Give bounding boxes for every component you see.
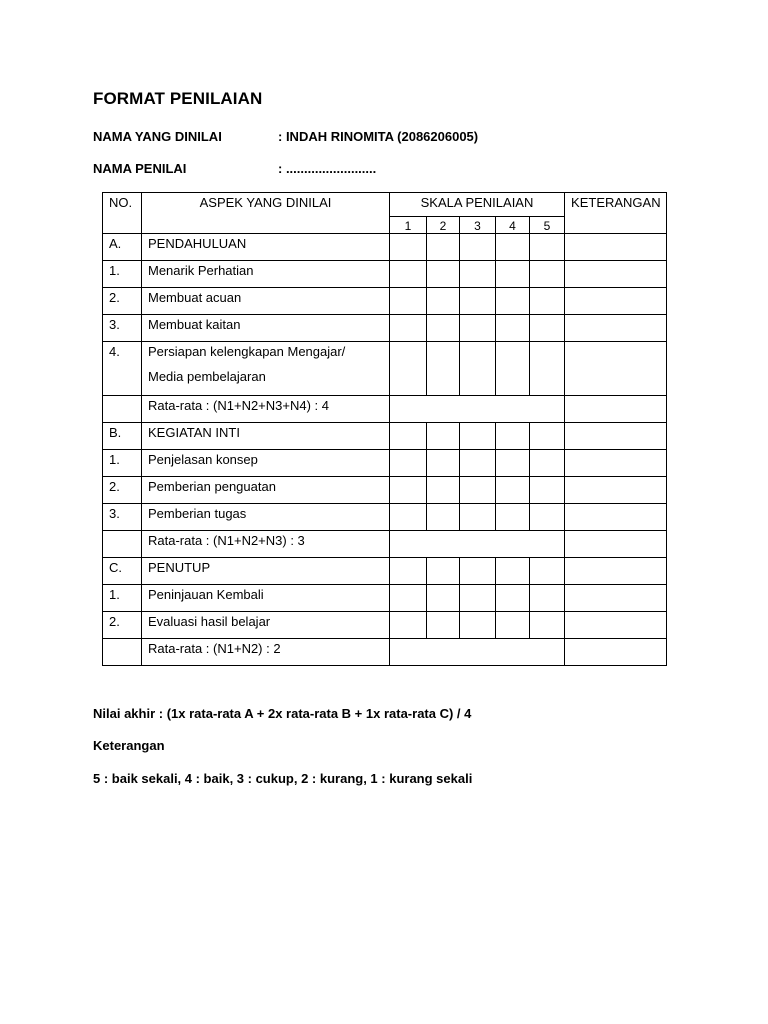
average-value-cell[interactable]: [390, 396, 565, 423]
row-aspek: PENDAHULUAN: [142, 234, 390, 261]
row-aspek: Pemberian tugas: [142, 504, 390, 531]
table-row: [103, 261, 667, 288]
score-cell[interactable]: [530, 342, 565, 396]
row-aspek: Membuat kaitan: [142, 315, 390, 342]
row-no: [103, 396, 142, 423]
score-cell[interactable]: [496, 261, 530, 288]
table-row: [103, 558, 667, 585]
score-cell[interactable]: [530, 450, 565, 477]
row-no: A.: [103, 234, 142, 261]
average-row: [103, 396, 667, 423]
keterangan-cell[interactable]: [565, 342, 667, 396]
score-cell[interactable]: [390, 585, 427, 612]
score-cell[interactable]: [390, 288, 427, 315]
nama-penilai-row: [93, 161, 376, 176]
score-cell[interactable]: [496, 288, 530, 315]
score-cell[interactable]: [460, 342, 496, 396]
header-scale-3: 3: [460, 217, 496, 234]
score-cell[interactable]: [427, 450, 460, 477]
keterangan-cell[interactable]: [565, 477, 667, 504]
keterangan-cell[interactable]: [565, 639, 667, 666]
header-skala: SKALA PENILAIAN: [390, 193, 565, 217]
score-cell[interactable]: [530, 423, 565, 450]
score-cell[interactable]: [427, 585, 460, 612]
row-no: 1.: [103, 450, 142, 477]
score-cell[interactable]: [390, 342, 427, 396]
keterangan-cell[interactable]: [565, 288, 667, 315]
keterangan-cell[interactable]: [565, 396, 667, 423]
table-row: [103, 342, 667, 396]
score-cell[interactable]: [390, 423, 427, 450]
keterangan-cell[interactable]: [565, 315, 667, 342]
keterangan-cell[interactable]: [565, 450, 667, 477]
row-aspek: Rata-rata : (N1+N2+N3+N4) : 4: [142, 396, 390, 423]
score-cell[interactable]: [427, 504, 460, 531]
header-scale-4: 4: [496, 217, 530, 234]
keterangan-cell[interactable]: [565, 558, 667, 585]
row-aspek: [142, 342, 390, 396]
header-scale-1: 1: [390, 217, 427, 234]
score-cell[interactable]: [496, 558, 530, 585]
row-no: 3.: [103, 504, 142, 531]
row-aspek: Rata-rata : (N1+N2) : 2: [142, 639, 390, 666]
score-cell[interactable]: [460, 477, 496, 504]
row-no: 2.: [103, 612, 142, 639]
table-row: [103, 612, 667, 639]
score-cell[interactable]: [530, 612, 565, 639]
table-row: [103, 234, 667, 261]
score-cell[interactable]: [390, 477, 427, 504]
row-aspek-line2: Media pembelajaran: [148, 369, 266, 384]
header-keterangan: KETERANGAN: [565, 193, 667, 234]
row-aspek: Pemberian penguatan: [142, 477, 390, 504]
score-cell[interactable]: [496, 612, 530, 639]
average-value-cell[interactable]: [390, 639, 565, 666]
score-cell[interactable]: [496, 234, 530, 261]
scale-legend: 5 : baik sekali, 4 : baik, 3 : cukup, 2 : kurang, 1 : kurang sekali: [93, 771, 473, 786]
score-cell[interactable]: [496, 450, 530, 477]
score-cell[interactable]: [530, 261, 565, 288]
keterangan-heading: Keterangan: [93, 738, 165, 753]
table-row: [103, 477, 667, 504]
row-aspek: PENUTUP: [142, 558, 390, 585]
score-cell[interactable]: [390, 504, 427, 531]
score-cell[interactable]: [496, 423, 530, 450]
row-aspek-line1: Persiapan kelengkapan Mengajar/: [148, 344, 346, 359]
row-aspek: Penjelasan konsep: [142, 450, 390, 477]
table-row: [103, 504, 667, 531]
score-cell[interactable]: [427, 558, 460, 585]
score-cell[interactable]: [530, 558, 565, 585]
score-cell[interactable]: [460, 423, 496, 450]
score-cell[interactable]: [427, 342, 460, 396]
keterangan-cell[interactable]: [565, 504, 667, 531]
keterangan-cell[interactable]: [565, 234, 667, 261]
score-cell[interactable]: [460, 612, 496, 639]
score-cell[interactable]: [390, 315, 427, 342]
score-cell[interactable]: [460, 315, 496, 342]
score-cell[interactable]: [390, 261, 427, 288]
row-aspek: Evaluasi hasil belajar: [142, 612, 390, 639]
score-cell[interactable]: [530, 585, 565, 612]
score-cell[interactable]: [390, 234, 427, 261]
page-title: FORMAT PENILAIAN: [93, 89, 263, 108]
row-no: C.: [103, 558, 142, 585]
row-no: 2.: [103, 288, 142, 315]
row-aspek: KEGIATAN INTI: [142, 423, 390, 450]
score-cell[interactable]: [390, 558, 427, 585]
score-cell[interactable]: [496, 342, 530, 396]
score-cell[interactable]: [460, 504, 496, 531]
average-row: [103, 531, 667, 558]
score-cell[interactable]: [427, 234, 460, 261]
score-cell[interactable]: [530, 477, 565, 504]
row-aspek: Peninjauan Kembali: [142, 585, 390, 612]
average-row: [103, 639, 667, 666]
score-cell[interactable]: [427, 423, 460, 450]
row-no: 3.: [103, 315, 142, 342]
score-cell[interactable]: [427, 315, 460, 342]
table-row: [103, 288, 667, 315]
assessment-table: [102, 192, 667, 666]
score-cell[interactable]: [460, 288, 496, 315]
score-cell[interactable]: [427, 477, 460, 504]
score-cell[interactable]: [496, 315, 530, 342]
header-no: NO.: [103, 193, 142, 234]
score-cell[interactable]: [530, 504, 565, 531]
score-cell[interactable]: [530, 288, 565, 315]
keterangan-cell[interactable]: [565, 423, 667, 450]
score-cell[interactable]: [390, 612, 427, 639]
nama-penilai-value: : .........................: [278, 161, 377, 176]
score-cell[interactable]: [460, 261, 496, 288]
nama-dinilai-label: NAMA YANG DINILAI: [93, 129, 222, 144]
keterangan-cell[interactable]: [565, 585, 667, 612]
row-aspek: Menarik Perhatian: [142, 261, 390, 288]
row-no: 1.: [103, 585, 142, 612]
average-value-cell[interactable]: [390, 531, 565, 558]
row-no: 2.: [103, 477, 142, 504]
row-aspek: Membuat acuan: [142, 288, 390, 315]
score-cell[interactable]: [460, 234, 496, 261]
header-aspek: ASPEK YANG DINILAI: [142, 193, 390, 234]
row-aspek: Rata-rata : (N1+N2+N3) : 3: [142, 531, 390, 558]
score-cell[interactable]: [530, 315, 565, 342]
nama-dinilai-value: : INDAH RINOMITA (2086206005): [278, 129, 479, 144]
table-row: [103, 450, 667, 477]
table-row: [103, 315, 667, 342]
keterangan-cell[interactable]: [565, 261, 667, 288]
nilai-akhir-formula: Nilai akhir : (1x rata-rata A + 2x rata-rata B + 1x rata-rata C) / 4: [93, 706, 472, 721]
table-row: [103, 423, 667, 450]
score-cell[interactable]: [427, 612, 460, 639]
score-cell[interactable]: [460, 558, 496, 585]
table-row: [103, 585, 667, 612]
score-cell[interactable]: [460, 585, 496, 612]
score-cell[interactable]: [460, 450, 496, 477]
score-cell[interactable]: [530, 234, 565, 261]
row-no: [103, 639, 142, 666]
row-no: 4.: [103, 342, 142, 396]
score-cell[interactable]: [427, 288, 460, 315]
score-cell[interactable]: [427, 261, 460, 288]
nama-penilai-label: NAMA PENILAI: [93, 161, 187, 176]
score-cell[interactable]: [496, 477, 530, 504]
nama-dinilai-row: [93, 129, 478, 144]
row-no: B.: [103, 423, 142, 450]
keterangan-cell[interactable]: [565, 531, 667, 558]
header-scale-2: 2: [427, 217, 460, 234]
keterangan-cell[interactable]: [565, 612, 667, 639]
score-cell[interactable]: [390, 450, 427, 477]
header-scale-5: 5: [530, 217, 565, 234]
score-cell[interactable]: [496, 585, 530, 612]
row-no: 1.: [103, 261, 142, 288]
row-no: [103, 531, 142, 558]
score-cell[interactable]: [496, 504, 530, 531]
